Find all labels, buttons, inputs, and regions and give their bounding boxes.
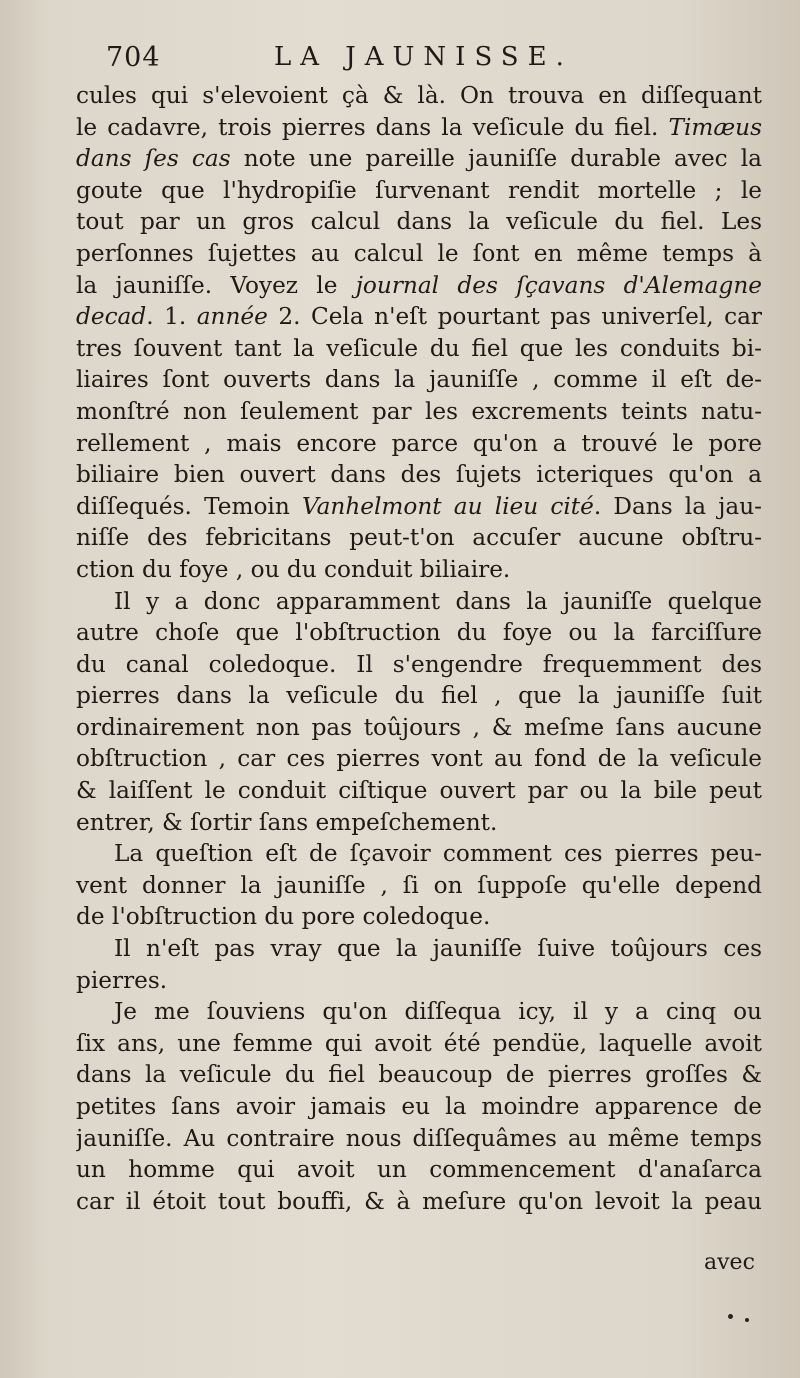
text-segment: monſtré non ſeulement par les excrements teints natu- [76, 397, 762, 425]
text-segment: La queſtion eſt de ſçavoir comment ces pierres peu- [114, 840, 762, 868]
italic-text: Timæus [668, 113, 762, 141]
text-segment: tout par un gros calcul dans la veſicule du fiel. Les [76, 208, 762, 236]
text-segment: tres ſouvent tant la veſicule du fiel que les conduits bi- [76, 334, 762, 362]
text-segment: entrer, & ſortir ſans empeſchement. [76, 808, 498, 836]
text-segment: Il y a donc apparamment dans la jauniſſe quelque [114, 587, 762, 615]
text-line [76, 333, 762, 365]
text-segment: ordinairement non pas toûjours , & meſme ſans aucune [76, 713, 762, 741]
text-line [76, 617, 762, 649]
text-line [76, 270, 762, 302]
text-segment: autre choſe que l'obſtruction du foye ou la farciſſure [76, 619, 762, 647]
text-line [76, 870, 762, 902]
text-line [76, 522, 762, 554]
text-segment: liaires ſont ouverts dans la jauniſſe , comme il eſt de- [76, 366, 762, 394]
text-line [76, 1186, 762, 1218]
text-line [76, 743, 762, 775]
text-line [76, 712, 762, 744]
text-segment: pierres. [76, 966, 168, 994]
text-line [76, 301, 762, 333]
text-line [76, 901, 762, 933]
text-line [76, 112, 762, 144]
text-segment: dans la veſicule du fiel beaucoup de pierres groſſes & [76, 1061, 762, 1089]
text-segment: du canal coledoque. Il s'engendre frequemment des [76, 650, 762, 678]
text-segment: Il n'eſt pas vray que la jauniſſe ſuive toûjours ces [114, 935, 762, 963]
text-line [76, 238, 762, 270]
text-segment: obſtruction , car ces pierres vont au fond de la veſicule [76, 745, 762, 773]
text-line [76, 1091, 762, 1123]
text-line [76, 775, 762, 807]
text-segment: car il étoit tout bouffi, & à meſure qu'on levoit la peau [76, 1187, 762, 1215]
text-line [76, 143, 762, 175]
text-line [76, 491, 762, 523]
italic-text: journal des ſçavans d'Alemagne [355, 271, 762, 299]
text-line [76, 80, 762, 112]
text-line [76, 554, 762, 586]
text-line [76, 965, 762, 997]
text-line [76, 996, 762, 1028]
text-line [76, 1028, 762, 1060]
ink-speck [728, 1314, 733, 1319]
text-segment: petites ſans avoir jamais eu la moindre apparence de [76, 1093, 762, 1120]
text-segment: perſonnes ſujettes au calcul le ſont en même temps à [76, 239, 762, 267]
text-line [76, 933, 762, 965]
text-line [76, 459, 762, 491]
italic-text: decad [76, 303, 147, 331]
page-header [106, 42, 756, 82]
text-line [76, 206, 762, 238]
text-line [76, 175, 762, 207]
catchword: avec [704, 1250, 755, 1275]
italic-text: dans ſes cas [76, 145, 231, 173]
text-segment: biliaire bien ouvert dans des ſujets icteriques qu'on a [76, 461, 762, 489]
text-line [76, 838, 762, 870]
italic-text: Vanhelmont au lieu cité [301, 492, 594, 520]
text-segment: ſix ans, une femme qui avoit été pendüe, laquelle avoit [76, 1029, 762, 1057]
text-segment: la jauniſſe. Voyez le [76, 271, 356, 299]
text-segment: niſſe des febricitans peut-t'on accuſer aucune obſtru- [76, 524, 762, 552]
page-number: 704 [106, 42, 161, 73]
text-segment: un homme qui avoit un commencement d'anaſarca [76, 1156, 762, 1184]
text-segment: . 1. [146, 303, 197, 331]
italic-text: année [196, 303, 268, 331]
text-line [76, 428, 762, 460]
text-segment: . Dans la jau- [593, 492, 762, 520]
text-line [76, 364, 762, 396]
text-line [76, 807, 762, 839]
text-segment: rellement , mais encore parce qu'on a trouvé le pore [76, 429, 762, 457]
text-line [76, 396, 762, 428]
text-segment: de l'obſtruction du pore coledoque. [76, 903, 491, 931]
text-line [76, 1059, 762, 1091]
text-line [76, 680, 762, 712]
text-segment: vent donner la jauniſſe , ſi on ſuppoſe qu'elle depend [76, 871, 762, 899]
text-segment: le cadavre, trois pierres dans la veſicule du fiel. [76, 113, 669, 141]
text-segment: & laiſſent le conduit ciſtique ouvert par ou la bile peut [76, 777, 762, 805]
text-segment: ction du foye , ou du conduit biliaire. [76, 555, 511, 583]
text-segment: pierres dans la veſicule du fiel , que la jauniſſe ſuit [76, 682, 762, 710]
text-line [76, 1154, 762, 1186]
text-segment: goute que l'hydropiſie ſurvenant rendit mortelle ; le [76, 176, 762, 204]
body-text [76, 80, 762, 1217]
text-segment: diſſequés. Temoin [76, 492, 302, 520]
ink-speck [745, 1318, 749, 1322]
text-line [76, 1123, 762, 1155]
text-segment: cules qui s'elevoient çà & là. On trouva en diſſequant [76, 82, 762, 109]
text-segment: jauniſſe. Au contraire nous diſſequâmes au même temps [76, 1124, 762, 1152]
text-segment: Je me ſouviens qu'on diſſequa icy, il y a cinq ou [114, 998, 762, 1026]
text-segment: note une pareille jauniſſe durable avec la [230, 145, 762, 173]
running-title: LA JAUNISSE. [274, 42, 573, 72]
text-segment: 2. Cela n'eſt pourtant pas univerſel, car [267, 303, 762, 331]
text-line [76, 649, 762, 681]
text-line [76, 586, 762, 618]
